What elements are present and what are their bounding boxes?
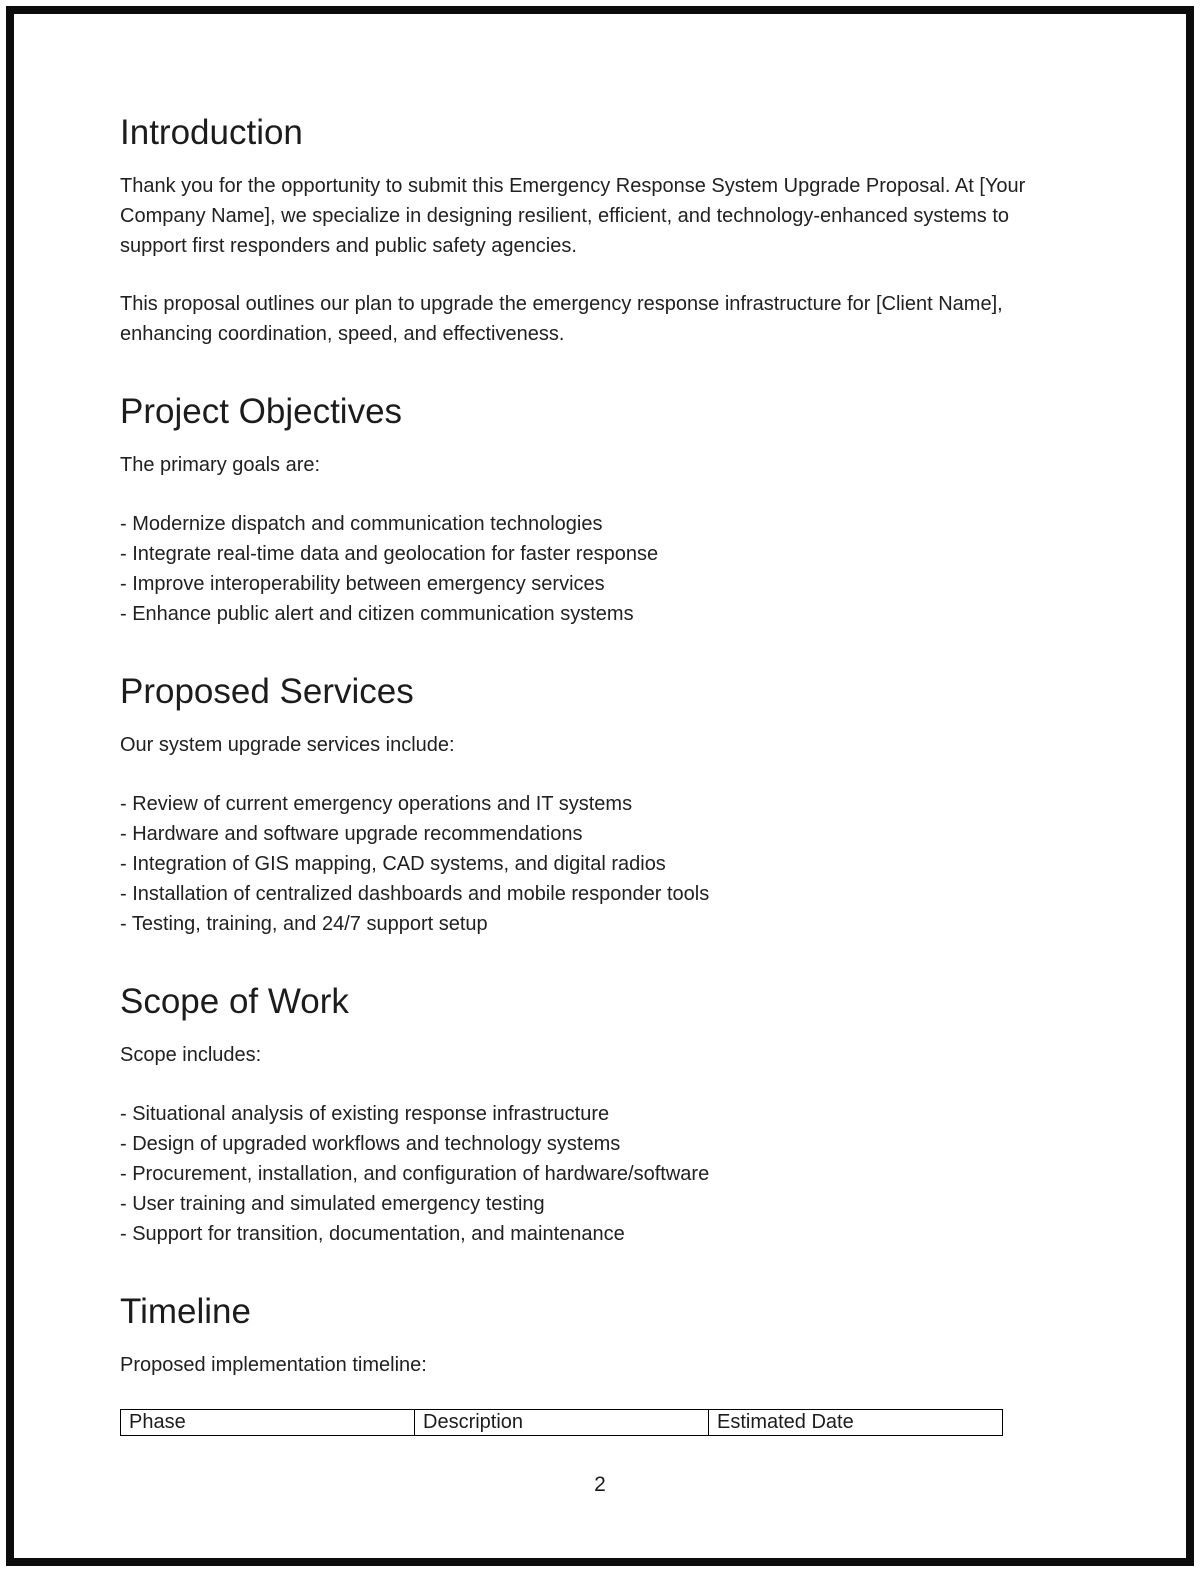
section-introduction xyxy=(120,112,1080,349)
project-objectives-lead: The primary goals are: xyxy=(120,454,321,476)
scope-of-work-list xyxy=(120,1099,1080,1249)
section-scope-of-work xyxy=(120,981,1080,1249)
table-header-description: Description xyxy=(415,1410,709,1436)
proposed-services-list xyxy=(120,789,1080,939)
list-item: - Installation of centralized dashboards and mobile responder tools xyxy=(120,883,710,905)
list-item: - Testing, training, and 24/7 support setup xyxy=(120,913,488,935)
section-timeline xyxy=(120,1291,1080,1436)
scope-of-work-heading: Scope of Work xyxy=(120,982,349,1021)
list-item: - Design of upgraded workflows and technology systems xyxy=(120,1133,621,1155)
section-project-objectives xyxy=(120,391,1080,629)
timeline-table xyxy=(120,1409,1003,1436)
introduction-heading: Introduction xyxy=(120,113,303,152)
scope-of-work-lead: Scope includes: xyxy=(120,1044,262,1066)
timeline-lead: Proposed implementation timeline: xyxy=(120,1354,427,1376)
proposed-services-lead: Our system upgrade services include: xyxy=(120,734,455,756)
project-objectives-list xyxy=(120,509,1080,629)
list-item: - User training and simulated emergency testing xyxy=(120,1193,545,1215)
list-item: - Improve interoperability between emergency services xyxy=(120,573,605,595)
list-item: - Situational analysis of existing response infrastructure xyxy=(120,1103,610,1125)
list-item: - Enhance public alert and citizen communication systems xyxy=(120,603,634,625)
list-item: - Integrate real-time data and geolocation for faster response xyxy=(120,543,659,565)
introduction-paragraph-1: Thank you for the opportunity to submit this Emergency Response System Upgrade Proposal. At [Your Company Name], we specialize in designing resilient, efficient, and technology-enhanced systems to support first responders and public safety agencies. xyxy=(120,175,1026,257)
table-header-row xyxy=(121,1410,1003,1436)
list-item: - Hardware and software upgrade recommendations xyxy=(120,823,583,845)
project-objectives-heading: Project Objectives xyxy=(120,392,403,431)
proposed-services-heading: Proposed Services xyxy=(120,672,414,711)
list-item: - Procurement, installation, and configuration of hardware/software xyxy=(120,1163,710,1185)
section-proposed-services xyxy=(120,671,1080,939)
list-item: - Support for transition, documentation, and maintenance xyxy=(120,1223,625,1245)
page-number: 2 xyxy=(594,1473,606,1496)
list-item: - Integration of GIS mapping, CAD systems, and digital radios xyxy=(120,853,666,875)
introduction-paragraph-2: This proposal outlines our plan to upgrade the emergency response infrastructure for [Client Name], enhancing coordination, speed, and effectiveness. xyxy=(120,293,1003,345)
list-item: - Modernize dispatch and communication technologies xyxy=(120,513,603,535)
table-header-estimated-date: Estimated Date xyxy=(709,1410,1003,1436)
list-item: - Review of current emergency operations and IT systems xyxy=(120,793,633,815)
timeline-heading: Timeline xyxy=(120,1292,251,1331)
table-header-phase: Phase xyxy=(121,1410,415,1436)
